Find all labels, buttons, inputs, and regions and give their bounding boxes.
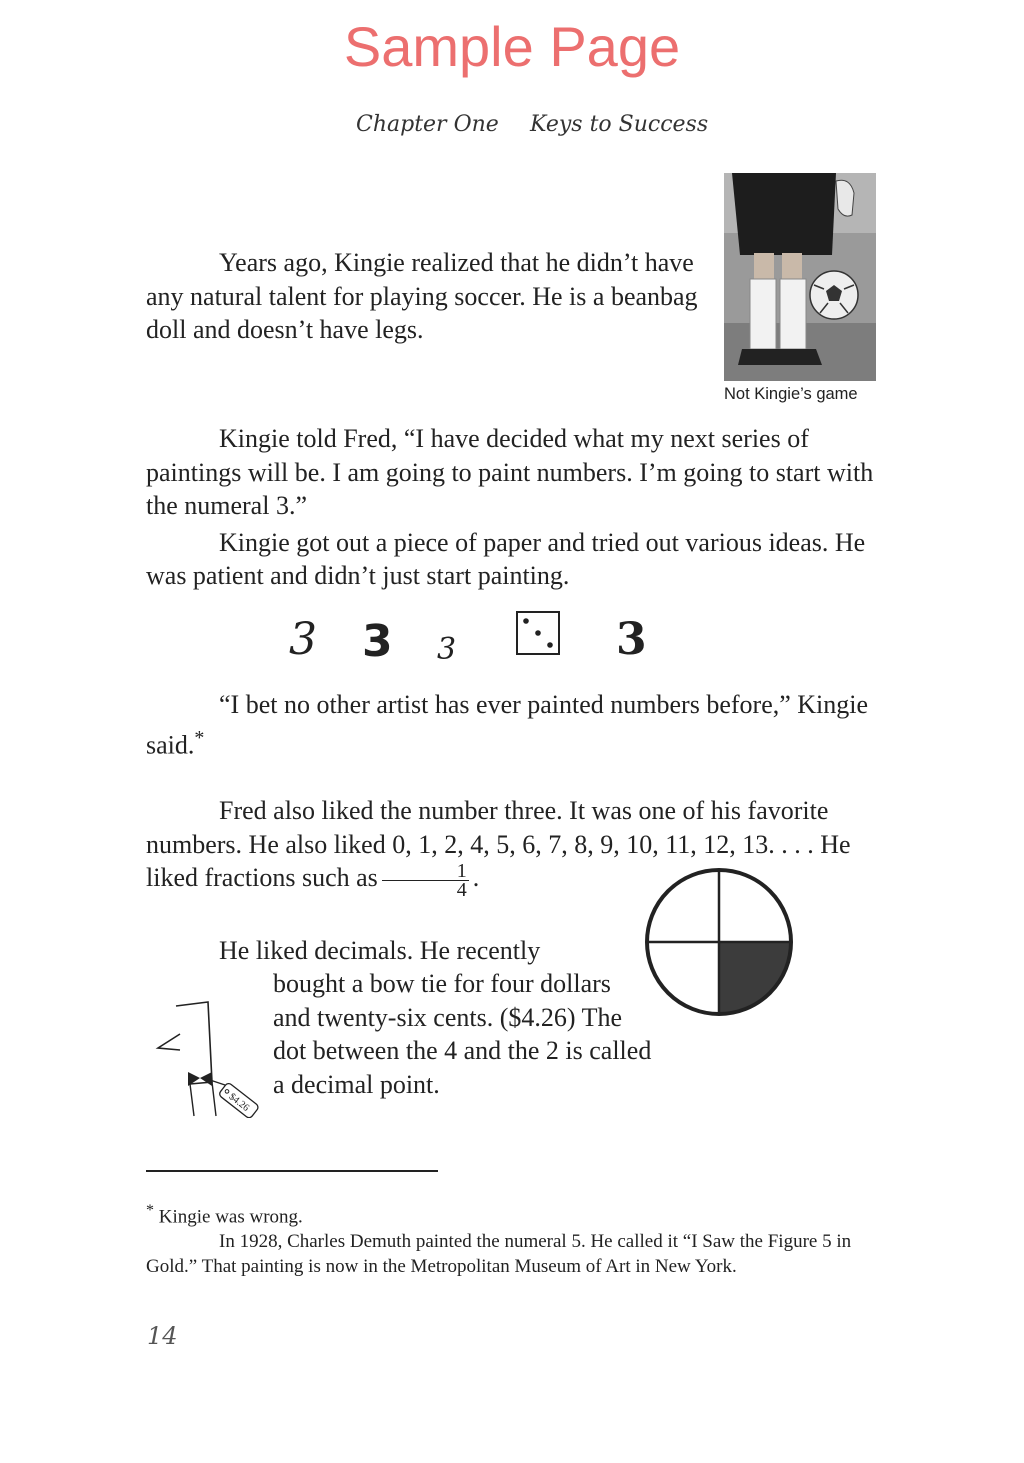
footnote-rule: [146, 1170, 438, 1172]
paragraph-1-text: Years ago, Kingie realized that he didn’t have any natural talent for playing soccer. He is a beanbag doll and doesn’t have legs.: [146, 248, 698, 344]
footnote-line-1-text: Kingie was wrong.: [158, 1206, 303, 1228]
chapter-title: Keys to Success: [530, 112, 709, 137]
quarter-circle-diagram: [644, 867, 794, 1017]
chapter-label: Chapter One: [356, 112, 499, 137]
paragraph-block-numbers: [146, 422, 881, 593]
paragraph-6-rest: bought a bow tie for four dollars and twenty-six cents. ($4.26) The dot between the 4 and the 2 is called a decimal point.: [273, 969, 652, 1099]
fraction-one-quarter: [382, 859, 469, 901]
numeral-3-decorated: 3: [616, 614, 647, 665]
page-number: 14: [147, 1322, 178, 1350]
price-tag-text: $4.26: [226, 1091, 252, 1114]
bow-tie-character-drawing: [150, 998, 265, 1118]
footnote-line-2: In 1928, Charles Demuth painted the numeral 5. He called it “I Saw the Figure 5 in Gold.” That painting is now in the Metropolitan Museum of Art in New York.: [146, 1231, 852, 1278]
footnote-mark: *: [146, 1202, 154, 1219]
paragraph-6-line-1: He liked decimals. He recently: [219, 936, 541, 965]
footnote-reference[interactable]: *: [194, 726, 205, 749]
numeral-3-script: 3: [289, 614, 317, 665]
paragraph-5-text: Fred also liked the number three. It was one of his favorite numbers. He also liked 0, 1, 2, 4, 5, 6, 7, 8, 9, 10, 11, 12, 13. . . . He liked fractions such as: [146, 796, 851, 892]
soccer-photo-image: [724, 173, 876, 381]
photo-caption: Not Kingie’s game: [724, 385, 858, 403]
paragraph-2-text: Kingie told Fred, “I have decided what my next series of paintings will be. I am going to paint numbers. I’m going to start with the numeral 3.”: [146, 424, 874, 520]
paragraph-artist: [146, 688, 881, 762]
paragraph-soccer: [146, 246, 706, 347]
footnote-line-1: [146, 1198, 866, 1229]
fraction-numerator: 1: [382, 862, 469, 881]
soccer-photo: [724, 173, 876, 381]
footnote: [146, 1198, 866, 1279]
paragraph-5-end: .: [472, 863, 480, 892]
die-three-icon: [516, 611, 558, 653]
paragraph-4: [146, 688, 881, 762]
paragraph-4-text: “I bet no other artist has ever painted numbers before,” Kingie said.: [146, 690, 869, 760]
numeral-3-bold: 3: [362, 616, 393, 667]
fraction-denominator: 4: [456, 878, 467, 901]
paragraph-3-text: Kingie got out a piece of paper and tried out various ideas. He was patient and didn’t just start painting.: [146, 527, 866, 590]
sample-page-watermark: Sample Page: [343, 15, 681, 78]
numeral-3-small-italic: 3: [437, 632, 457, 667]
